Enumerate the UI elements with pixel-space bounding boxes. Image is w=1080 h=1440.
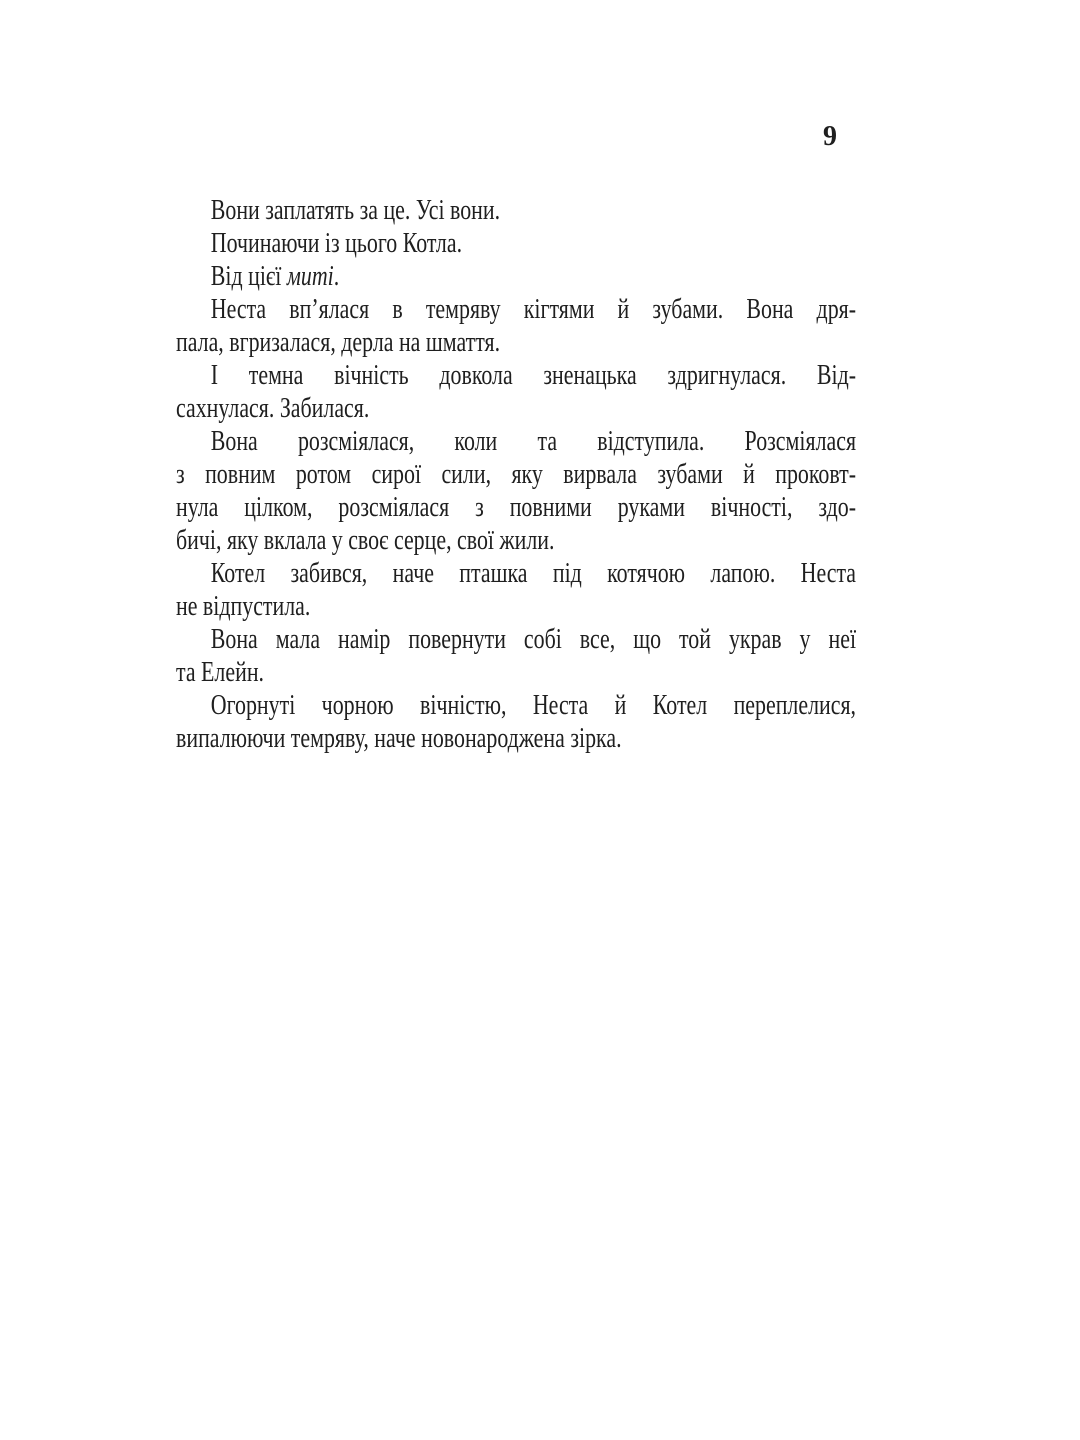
paragraph (176, 359, 856, 425)
paragraph (176, 689, 856, 755)
page-number: 9 (823, 121, 837, 152)
text-segment: Від цієї (210, 260, 287, 292)
text-line (176, 260, 856, 293)
paragraph (176, 227, 856, 260)
text-line: випалюючи темряву, наче новонароджена зірка. (176, 722, 622, 754)
text-line: сахнулася. Забилася. (176, 392, 370, 424)
paragraph (176, 194, 856, 227)
text-line: та Елейн. (176, 656, 265, 688)
paragraph (176, 557, 856, 623)
text-line: бичі, яку вклала у своє серце, свої жили. (176, 524, 555, 556)
paragraph (176, 623, 856, 689)
text-line: Вона мала намір повернути собі все, що той украв у неї (210, 623, 857, 655)
text-line: з повним ротом сирої сили, яку вирвала зубами й проковт- (176, 458, 857, 490)
text-segment: . (333, 260, 340, 292)
italic-text-segment: миті (286, 260, 334, 292)
text-line: Неста вп’ялася в темряву кігтями й зубами. Вона дря- (210, 293, 857, 325)
text-line: Вони заплатять за це. Усі вони. (210, 194, 501, 226)
text-line: не відпустила. (176, 590, 311, 622)
text-line: Вона розсміялася, коли та відступила. Розсміялася (210, 425, 857, 457)
paragraph (176, 425, 856, 557)
paragraph (176, 260, 856, 293)
text-line: Починаючи із цього Котла. (210, 227, 463, 259)
text-line: І темна вічність довкола зненацька здригнулася. Від- (210, 359, 857, 391)
paragraph (176, 293, 856, 359)
text-line: пала, вгризалася, дерла на шмаття. (176, 326, 501, 358)
text-block (176, 194, 856, 755)
text-line: Огорнуті чорною вічністю, Неста й Котел переплелися, (210, 689, 857, 721)
text-line: нула цілком, розсміялася з повними руками вічності, здо- (176, 491, 857, 523)
text-line: Котел забився, наче пташка під котячою лапою. Неста (210, 557, 857, 589)
